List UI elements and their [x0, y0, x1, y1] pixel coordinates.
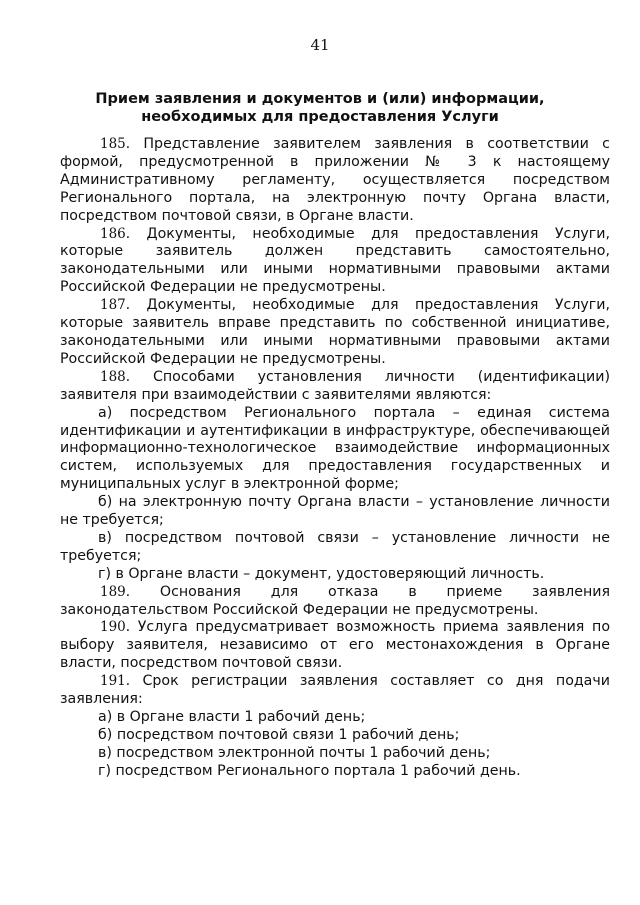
list-item-label: в) — [98, 529, 112, 546]
section-title-line: необходимых для предоставления Услуги — [141, 109, 499, 125]
list-item-188b — [60, 494, 610, 530]
list-item-191b — [60, 727, 610, 745]
list-item-191d — [60, 763, 610, 781]
paragraph-number: 187. — [100, 297, 131, 314]
paragraph-190 — [60, 619, 610, 673]
list-item-text: посредством почтовой связи – установление личности не требуется; — [60, 529, 611, 564]
paragraph-number: 190. — [100, 619, 131, 636]
list-item-text: посредством электронной почты 1 рабочий день; — [116, 744, 491, 761]
list-item-label: г) — [98, 762, 111, 779]
paragraph-text: Документы, необходимые для предоставления Услуги, которые заявитель должен представить самостоятельно, законодательными или иными нормативными правовыми актами Российской Федерации не предусмотрены. — [60, 225, 610, 296]
list-item-text: в Органе власти – документ, удостоверяющий личность. — [115, 565, 545, 582]
list-item-text: на электронную почту Органа власти – установление личности не требуется; — [60, 494, 611, 529]
paragraph-number: 191. — [100, 673, 131, 690]
list-item-188d — [60, 566, 610, 584]
paragraph-text: Услуга предусматривает возможность приема заявления по выбору заявителя, независимо от его местонахождения в Органе власти, посредством почтовой связи. — [60, 619, 610, 672]
page-number: 41 — [310, 36, 330, 54]
paragraph-text: Документы, необходимые для предоставления Услуги, которые заявитель вправе представить по собственной инициативе, законодательными или иными нормативными правовыми актами Российской Федерации не предусмотрены. — [60, 297, 610, 367]
paragraph-191 — [60, 673, 610, 709]
document-body — [60, 136, 610, 781]
section-title — [64, 90, 576, 126]
paragraph-187 — [60, 297, 610, 369]
list-item-label: б) — [98, 726, 113, 743]
list-item-label: а) — [98, 404, 113, 421]
list-item-label: г) — [98, 565, 111, 582]
paragraph-188 — [60, 369, 610, 405]
list-item-text: в Органе власти 1 рабочий день; — [116, 709, 366, 725]
list-item-label: в) — [98, 744, 112, 761]
paragraph-text: Основания для отказа в приеме заявления законодательством Российской Федерации не предусмотрены. — [60, 583, 611, 618]
list-item-text: посредством Регионального портала – единая система идентификации и аутентификации в инфраструктуре, обеспечивающей информационно-технологическое взаимодействие информационных систем, используемых для предоставления государственных и муниципальных услуг в электронной форме; — [60, 404, 610, 493]
paragraph-text: Срок регистрации заявления составляет со дня подачи заявления: — [60, 673, 610, 708]
list-item-label: б) — [98, 494, 113, 511]
paragraph-number: 186. — [100, 225, 131, 242]
paragraph-185 — [60, 136, 610, 226]
paragraph-text: Способами установления личности (идентификации) заявителя при взаимодействии с заявителями являются: — [60, 368, 610, 403]
list-item-188a — [60, 405, 610, 495]
list-item-text: посредством Регионального портала 1 рабочий день. — [115, 762, 521, 779]
list-item-188c — [60, 530, 610, 566]
section-title-line: Прием заявления и документов и (или) информации, — [95, 91, 545, 107]
paragraph-number: 188. — [100, 368, 131, 385]
list-item-text: посредством почтовой связи 1 рабочий день; — [116, 726, 460, 743]
paragraph-number: 189. — [100, 583, 131, 600]
list-item-191c — [60, 745, 610, 763]
paragraph-186 — [60, 226, 610, 298]
list-item-label: а) — [98, 709, 113, 725]
paragraph-number: 185. — [100, 136, 131, 152]
paragraph-text: Представление заявителем заявления в соответствии с формой, предусмотренной в приложении № 3 к настоящему Административному регламенту, осуществляется посредством Регионального портала, на электронную почту Органа власти, посредством почтовой связи, в Органе власти. — [60, 136, 610, 224]
paragraph-189 — [60, 584, 610, 620]
list-item-191a — [60, 709, 610, 727]
